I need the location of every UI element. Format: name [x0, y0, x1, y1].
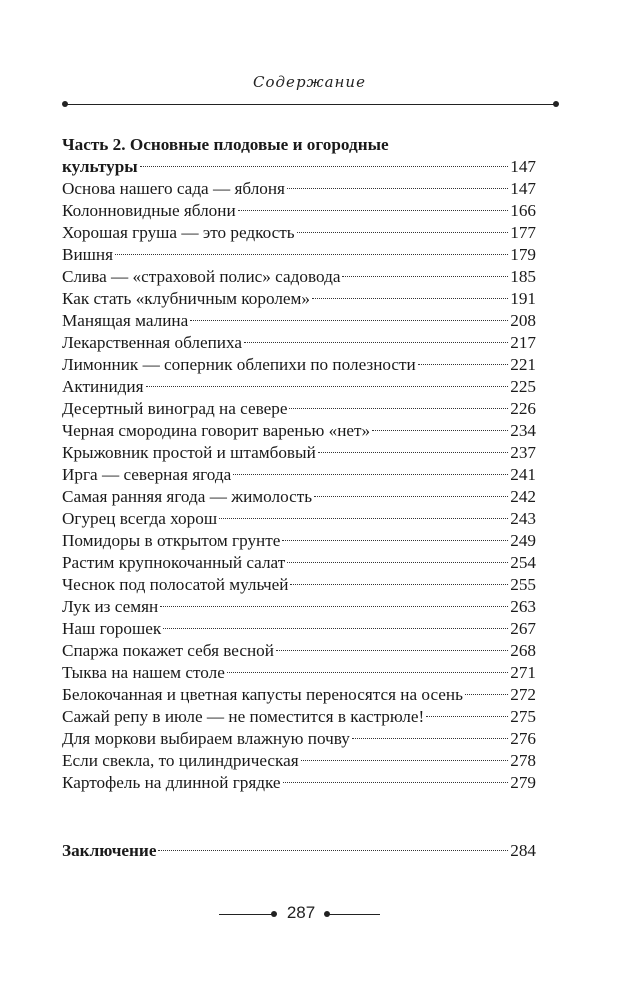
entry-title: Основа нашего сада — яблоня [62, 179, 285, 198]
dot-leader [244, 342, 508, 343]
entry-title: Колонновидные яблони [62, 201, 236, 220]
entry-title: Лекарственная облепиха [62, 333, 242, 352]
page-ref: 185 [510, 267, 536, 286]
entry-title: Помидоры в открытом грунте [62, 531, 281, 550]
entry-title: Манящая малина [62, 311, 189, 330]
running-head: Содержание [253, 73, 366, 91]
page-ref: 147 [510, 179, 536, 198]
dot-leader [372, 430, 508, 431]
dot-leader [314, 496, 508, 497]
page-ref: 177 [510, 223, 536, 242]
toc-entry [62, 464, 536, 486]
entry-title: Крыжовник простой и штамбовый [62, 443, 316, 462]
page-ref: 267 [510, 619, 536, 638]
page-ref: 179 [510, 245, 536, 264]
dot-leader [146, 386, 509, 387]
page-ref: 166 [510, 201, 536, 220]
toc-entry [62, 662, 536, 684]
entry-title: Картофель на длинной грядке [62, 773, 281, 792]
dot-leader [276, 650, 508, 651]
toc-entry [62, 640, 536, 662]
page-ref: 242 [510, 487, 536, 506]
dot-leader [342, 276, 508, 277]
page-ref: 226 [510, 399, 536, 418]
page-number: 287 [286, 903, 316, 922]
toc-entry [62, 486, 536, 508]
dot-leader [190, 320, 508, 321]
dot-leader [233, 474, 508, 475]
toc-entry [62, 200, 536, 222]
dot-leader [287, 188, 508, 189]
entry-title: Чеснок под полосатой мульчей [62, 575, 289, 594]
page-ref: 272 [510, 685, 536, 704]
toc-entry [62, 706, 536, 728]
footer-rule-left [219, 914, 272, 915]
toc-entry [62, 244, 536, 266]
toc-entry [62, 772, 536, 794]
toc-entries [62, 178, 536, 794]
dot-leader [290, 584, 508, 585]
toc-entry [62, 354, 536, 376]
page-ref: 278 [510, 751, 536, 770]
page-footer [0, 900, 619, 930]
entry-title: Для моркови выбираем влажную почву [62, 729, 350, 748]
entry-title: Огурец всегда хорош [62, 509, 218, 528]
toc-entry [62, 574, 536, 596]
page-ref: 249 [510, 531, 536, 550]
entry-title: Ирга — северная ягода [62, 465, 232, 484]
page-ref: 284 [510, 841, 536, 860]
dot-leader [227, 672, 508, 673]
dot-leader [140, 166, 509, 167]
dot-leader [297, 232, 509, 233]
dot-leader [282, 540, 508, 541]
entry-title: Хорошая груша — это редкость [62, 223, 295, 242]
page-ref: 255 [510, 575, 536, 594]
toc-entry-conclusion [62, 840, 536, 862]
entry-title: Лук из семян [62, 597, 159, 616]
page-ref: 254 [510, 553, 536, 572]
toc-entry [62, 552, 536, 574]
toc-entry [62, 618, 536, 640]
toc-entry [62, 596, 536, 618]
page-ref: 243 [510, 509, 536, 528]
dot-leader [160, 606, 508, 607]
dot-leader [289, 408, 508, 409]
entry-title: Тыква на нашем столе [62, 663, 225, 682]
entry-title: Если свекла, то цилиндрическая [62, 751, 299, 770]
entry-title: Самая ранняя ягода — жимолость [62, 487, 313, 506]
page-ref: 241 [510, 465, 536, 484]
page-ref: 275 [510, 707, 536, 726]
entry-title: Лимонник — соперник облепихи по полезности [62, 355, 416, 374]
footer-dot-left [271, 911, 277, 917]
entry-title: Как стать «клубничным королем» [62, 289, 310, 308]
dot-leader [352, 738, 508, 739]
toc-entry [62, 376, 536, 398]
dot-leader [115, 254, 508, 255]
toc-entry [62, 684, 536, 706]
dot-leader [163, 628, 508, 629]
page-ref: 234 [510, 421, 536, 440]
toc-entry [62, 332, 536, 354]
toc-entry [62, 222, 536, 244]
toc-entry [62, 178, 536, 200]
dot-leader [287, 562, 508, 563]
entry-title: Десертный виноград на севере [62, 399, 288, 418]
entry-title: Актинидия [62, 377, 144, 396]
dot-leader [312, 298, 508, 299]
toc-entry [62, 266, 536, 288]
toc-entry [62, 442, 536, 464]
toc-entry [62, 288, 536, 310]
page-ref: 237 [510, 443, 536, 462]
entry-title: Белокочанная и цветная капусты переносятся на осень [62, 685, 463, 704]
entry-title: Сажай репу в июле — не поместится в кастрюле! [62, 707, 425, 726]
entry-title: Вишня [62, 245, 114, 264]
page-ref: 217 [510, 333, 536, 352]
entry-title: Спаржа покажет себя весной [62, 641, 274, 660]
part-heading-continuation: культуры [62, 157, 138, 176]
page-ref: 208 [510, 311, 536, 330]
toc-entry [62, 420, 536, 442]
dot-leader [219, 518, 508, 519]
dot-leader [158, 850, 508, 851]
page-ref: 225 [510, 377, 536, 396]
dot-leader [418, 364, 508, 365]
dot-leader [426, 716, 508, 717]
toc-entry [62, 530, 536, 552]
dot-leader [283, 782, 509, 783]
toc-entry [62, 398, 536, 420]
table-of-contents [62, 134, 536, 862]
entry-title: Наш горошек [62, 619, 162, 638]
toc-entry [62, 750, 536, 772]
entry-title: Черная смородина говорит варенью «нет» [62, 421, 371, 440]
entry-title: Заключение [62, 841, 157, 860]
header-rule [66, 104, 556, 105]
page-ref: 276 [510, 729, 536, 748]
toc-entry [62, 310, 536, 332]
page-ref: 271 [510, 663, 536, 682]
toc-entry [62, 728, 536, 750]
page-ref: 221 [510, 355, 536, 374]
toc-entry [62, 508, 536, 530]
header-rule-dot-right [553, 101, 559, 107]
page-ref: 147 [510, 157, 536, 176]
page-ref: 268 [510, 641, 536, 660]
page-ref: 191 [510, 289, 536, 308]
footer-rule-right [327, 914, 380, 915]
page-ref: 279 [510, 773, 536, 792]
part-heading-row [62, 156, 536, 178]
dot-leader [465, 694, 508, 695]
entry-title: Слива — «страховой полис» садовода [62, 267, 341, 286]
dot-leader [318, 452, 508, 453]
entry-title: Растим крупнокочанный салат [62, 553, 286, 572]
page-ref: 263 [510, 597, 536, 616]
dot-leader [238, 210, 509, 211]
dot-leader [301, 760, 509, 761]
part-heading: Часть 2. Основные плодовые и огородные [62, 135, 389, 154]
